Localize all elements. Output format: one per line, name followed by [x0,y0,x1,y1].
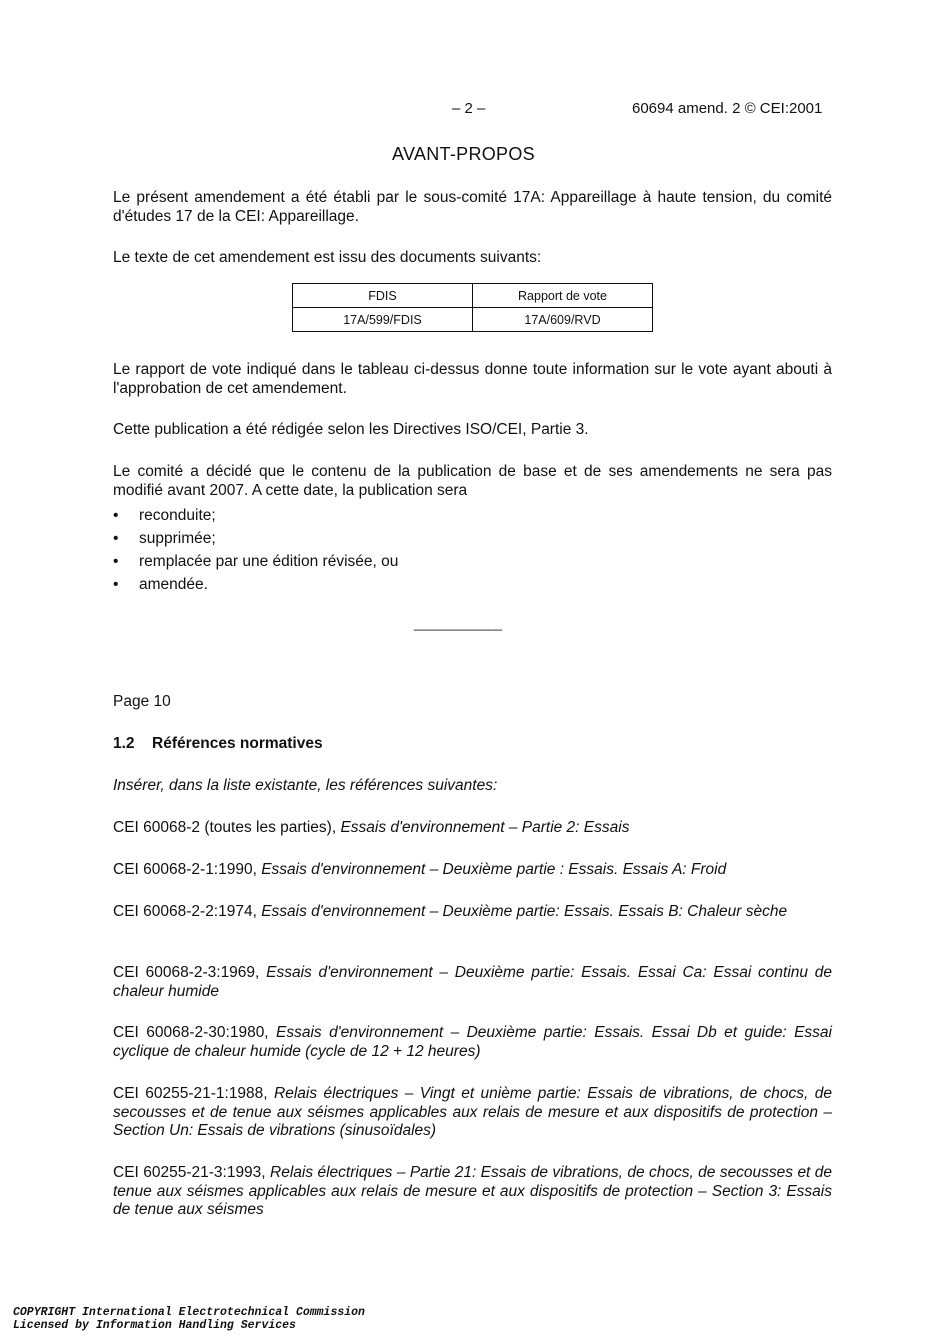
copyright-footer: COPYRIGHT International Electrotechnical Commission [13,1306,365,1319]
table-cell: 17A/609/RVD [473,308,653,332]
reference-title: Relais électriques – Vingt et unième partie: Essais de vibrations, de chocs, de secousses et de tenue aux séismes applicables aux relais de mesure et aux dispositifs de protection – Section Un: Essais de vibrations (sinusoïdales) [113,1085,832,1139]
reference-title: Essais d'environnement – Deuxième partie: Essais. Essai Ca: Essai continu de chaleur humide [113,964,832,1000]
table-cell: 17A/599/FDIS [293,308,473,332]
reference-code: CEI 60068-2-30:1980, [113,1024,277,1041]
table-row [293,308,653,332]
section-separator: _____________ [414,616,502,631]
reference-code: CEI 60068-2-1:1990, [113,861,262,878]
reference-code: CEI 60068-2-3:1969, [113,964,267,981]
reference-title: Essais d'environnement – Partie 2: Essais [340,819,630,836]
reference-title: Essais d'environnement – Deuxième partie: Essais. Essai Db et guide: Essai cyclique de chaleur humide (cycle de 12 + 12 heures) [113,1024,832,1060]
committee-decision-paragraph: Le comité a décidé que le contenu de la publication de base et de ses amendements ne sera pas modifié avant 2007. A cette date, la publication sera [113,463,832,499]
table-header-cell: FDIS [293,284,473,308]
bullet-icon: • [113,553,119,570]
document-reference: 60694 amend. 2 © CEI:2001 [632,100,823,117]
reference-title: Essais d'environnement – Deuxième partie: Essais. Essais B: Chaleur sèche [261,903,788,920]
page-reference: Page 10 [113,693,171,710]
reference-entry [113,861,832,880]
section-title: Références normatives [152,735,323,752]
list-item-text: amendée. [139,576,208,593]
page-title: AVANT-PROPOS [392,144,535,164]
table-header-row [293,284,653,308]
directives-paragraph: Cette publication a été rédigée selon les Directives ISO/CEI, Partie 3. [113,421,589,438]
section-heading [113,735,323,753]
reference-entry [113,903,832,922]
license-footer: Licensed by Information Handling Services [13,1319,296,1332]
table-header-cell: Rapport de vote [473,284,653,308]
reference-entry [113,1024,832,1061]
vote-report-paragraph: Le rapport de vote indiqué dans le tableau ci-dessus donne toute information sur le vote ayant abouti à l'approbation de cet amendement. [113,361,832,397]
list-item-text: supprimée; [139,530,216,547]
reference-title: Essais d'environnement – Deuxième partie : Essais. Essais A: Froid [261,861,727,878]
list-item-text: remplacée par une édition révisée, ou [139,553,399,570]
bullet-icon: • [113,530,119,547]
section-instruction: Insérer, dans la liste existante, les références suivantes: [113,777,498,794]
reference-code: CEI 60068-2 (toutes les parties), [113,819,341,836]
reference-entry [113,1085,832,1141]
reference-code: CEI 60255-21-3:1993, [113,1164,271,1181]
reference-code: CEI 60068-2-2:1974, [113,903,262,920]
documents-intro-paragraph: Le texte de cet amendement est issu des documents suivants: [113,249,542,266]
list-item-text: reconduite; [139,507,216,524]
vote-table [292,283,653,332]
reference-code: CEI 60255-21-1:1988, [113,1085,274,1102]
bullet-icon: • [113,576,119,593]
section-number: 1.2 [113,735,135,752]
page-number: – 2 – [452,100,486,117]
reference-title: Relais électriques – Partie 21: Essais de vibrations, de chocs, de secousses et de tenue aux séismes applicables aux relais de mesure et aux dispositifs de protection – Section 3: Essais de tenue aux séismes [113,1164,832,1218]
bullet-icon: • [113,507,119,524]
reference-entry [113,1164,832,1220]
intro-paragraph: Le présent amendement a été établi par le sous-comité 17A: Appareillage à haute tension, du comité d'études 17 de la CEI: Appareillage. [113,189,832,225]
reference-entry [113,964,832,1001]
reference-entry [113,819,832,838]
